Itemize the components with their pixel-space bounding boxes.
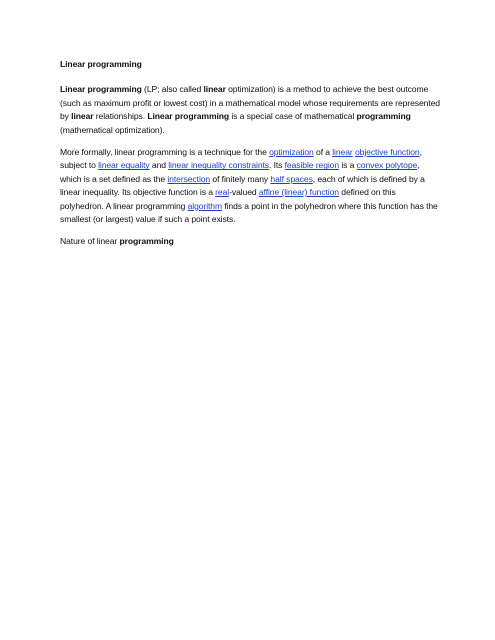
link-affine-function[interactable]: affine (linear) function: [258, 187, 339, 198]
text-run: , each of which is defined by a linear inequality. Its objective function is a: [60, 173, 425, 198]
paragraph-formal-definition: [60, 146, 440, 226]
bold-term: programming: [356, 111, 411, 122]
bold-term: Linear programming: [147, 111, 230, 122]
text-run: is a special case of mathematical: [229, 111, 357, 122]
link-feasible-region[interactable]: feasible region: [284, 160, 340, 171]
link-half-spaces[interactable]: half spaces: [270, 173, 313, 184]
text-run: optimization) is a method to achieve the best outcome (such as maximum profit or lowest cost) in a mathematical model whose requirements are represented by: [60, 84, 440, 122]
text-run: relationships.: [93, 111, 148, 122]
bold-term: Linear programming: [60, 84, 142, 95]
text-run: defined on this polyhedron. A linear programming: [60, 187, 396, 211]
bold-term: programming: [119, 236, 174, 247]
document-body: [60, 58, 440, 258]
paragraph-nature: [60, 235, 440, 248]
bold-term: linear: [71, 111, 94, 122]
text-run: of finitely many: [210, 173, 271, 184]
link-linear-equality[interactable]: linear equality: [98, 160, 150, 171]
text-run: of a: [313, 147, 333, 158]
text-run: and: [149, 160, 169, 171]
link-optimization[interactable]: optimization: [269, 147, 314, 158]
paragraph-definition: [60, 83, 440, 137]
link-objective-function[interactable]: objective function: [354, 147, 420, 158]
text-run: Nature of linear: [60, 236, 120, 247]
link-linear-inequality-constraints[interactable]: linear inequality constraints: [168, 160, 269, 171]
document-title: Linear programming: [60, 59, 142, 69]
link-algorithm[interactable]: algorithm: [187, 200, 223, 211]
text-run: finds a point in the polyhedron where this function has the smallest (or largest) value if such a point exists.: [60, 200, 438, 225]
link-linear[interactable]: linear: [332, 147, 353, 158]
text-run: (LP; also called: [141, 84, 204, 95]
bold-term: linear: [203, 84, 226, 95]
text-run: . Its: [269, 160, 285, 171]
text-run: is a: [339, 160, 357, 171]
text-run: , which is a set defined as the: [60, 160, 420, 184]
link-real[interactable]: real: [215, 187, 230, 198]
text-run: , subject to: [60, 147, 422, 171]
text-run: More formally, linear programming is a technique for the: [60, 147, 270, 158]
text-run: (mathematical optimization).: [60, 124, 165, 135]
link-intersection[interactable]: intersection: [167, 173, 211, 184]
link-convex-polytope[interactable]: convex polytope: [356, 160, 418, 171]
text-run: -valued: [229, 187, 259, 198]
